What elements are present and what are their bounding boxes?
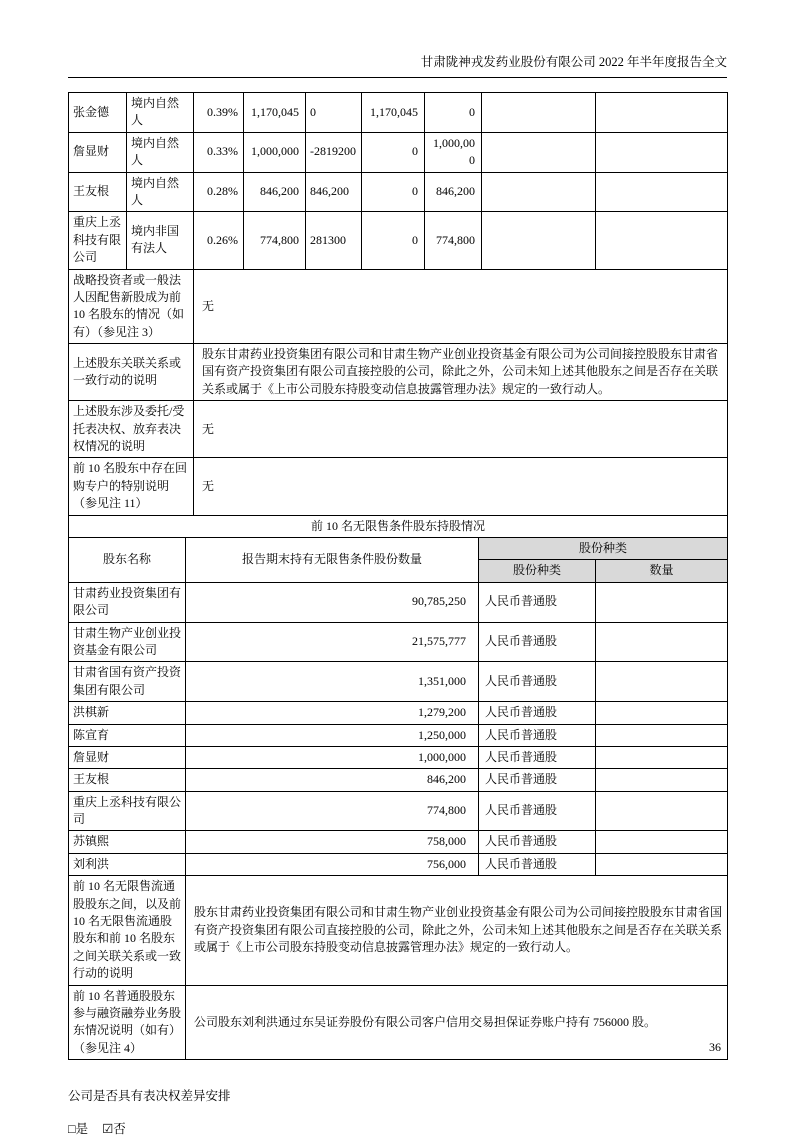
- share-class-quantity: [596, 791, 728, 831]
- pledge-status: [482, 172, 596, 212]
- shareholder-nature: 境内自然人: [127, 132, 194, 172]
- shareholder-name: 刘利洪: [69, 853, 186, 875]
- unrestricted-shares-count: 1,250,000: [186, 724, 479, 746]
- table-row: [69, 662, 728, 702]
- note-row: [69, 401, 728, 458]
- shareholder-name: 苏镇熙: [69, 831, 186, 853]
- checkbox-unchecked-icon: □: [68, 1122, 76, 1137]
- share-class: 人民币普通股: [479, 582, 596, 622]
- unrestricted-shares-count: 756,000: [186, 853, 479, 875]
- top10-unrestricted-shareholders-table: [68, 515, 728, 1061]
- unrestricted-shares: 846,200: [425, 172, 482, 212]
- share-class-quantity: [596, 724, 728, 746]
- shareholder-name: 甘肃药业投资集团有限公司: [69, 582, 186, 622]
- table-row: [69, 172, 728, 212]
- table-row: [69, 724, 728, 746]
- share-class: 人民币普通股: [479, 746, 596, 768]
- note-row: [69, 344, 728, 401]
- header-unrestricted-shares: 报告期末持有无限售条件股份数量: [186, 537, 479, 582]
- pledge-status: [482, 212, 596, 269]
- share-class-quantity: [596, 662, 728, 702]
- table-row: [69, 582, 728, 622]
- voting-difference-options: [68, 1119, 727, 1137]
- shareholder-name: 王友根: [69, 769, 186, 791]
- option-yes-label: 是: [75, 1122, 89, 1137]
- unrestricted-shares-count: 21,575,777: [186, 622, 479, 662]
- share-class-quantity: [596, 769, 728, 791]
- note-row: [69, 985, 728, 1060]
- restricted-shares: 1,170,045: [362, 93, 425, 133]
- shareholder-name: 詹显财: [69, 746, 186, 768]
- shareholder-name: 王友根: [69, 172, 127, 212]
- restricted-shares: 0: [362, 172, 425, 212]
- pledge-quantity: [596, 172, 728, 212]
- report-header-title: 甘肃陇神戎发药业股份有限公司 2022 年半年度报告全文: [68, 0, 727, 78]
- table-row: [69, 831, 728, 853]
- unrestricted-shares-count: 758,000: [186, 831, 479, 853]
- unrestricted-shares: 0: [425, 93, 482, 133]
- shareholder-name: 甘肃省国有资产投资集团有限公司: [69, 662, 186, 702]
- shareholder-name: 甘肃生物产业创业投资基金有限公司: [69, 622, 186, 662]
- period-change: 846,200: [306, 172, 362, 212]
- shareholder-nature: 境内自然人: [127, 93, 194, 133]
- share-class: 人民币普通股: [479, 702, 596, 724]
- table-row: [69, 853, 728, 875]
- table-header-row: [69, 537, 728, 559]
- repurchase-account-note-value: 无: [194, 458, 728, 515]
- header-shareholder-name: 股东名称: [69, 537, 186, 582]
- shareholding-ratio: 0.33%: [194, 132, 244, 172]
- pledge-quantity: [596, 93, 728, 133]
- checkbox-checked-icon: ☑: [102, 1122, 114, 1137]
- share-class: 人民币普通股: [479, 622, 596, 662]
- strategic-investor-note-label: 战略投资者或一般法人因配售新股成为前 10 名股东的情况（如有）（参见注 3）: [69, 269, 194, 344]
- pledge-quantity: [596, 132, 728, 172]
- unrestricted-shares-count: 1,279,200: [186, 702, 479, 724]
- unrestricted-shares-count: 774,800: [186, 791, 479, 831]
- option-yes: [68, 1122, 88, 1136]
- shareholder-name: 张金德: [69, 93, 127, 133]
- margin-trading-note-label: 前 10 名普通股股东参与融资融券业务股东情况说明（如有）（参见注 4）: [69, 985, 186, 1060]
- share-class: 人民币普通股: [479, 791, 596, 831]
- shareholder-name: 重庆上丞科技有限公司: [69, 212, 127, 269]
- shareholder-nature: 境内非国有法人: [127, 212, 194, 269]
- share-class: 人民币普通股: [479, 853, 596, 875]
- shareholder-nature: 境内自然人: [127, 172, 194, 212]
- shares-held: 846,200: [244, 172, 306, 212]
- table-row: [69, 622, 728, 662]
- pledge-quantity: [596, 212, 728, 269]
- table-row: [69, 132, 728, 172]
- voting-difference-question: 公司是否具有表决权差异安排: [68, 1089, 231, 1104]
- section-title: 前 10 名无限售条件股东持股情况: [69, 515, 728, 537]
- shares-held: 1,000,000: [244, 132, 306, 172]
- share-class-quantity: [596, 622, 728, 662]
- option-no: [102, 1122, 126, 1136]
- pledge-status: [482, 132, 596, 172]
- voting-entrustment-note-value: 无: [194, 401, 728, 458]
- shareholding-ratio: 0.39%: [194, 93, 244, 133]
- share-class: 人民币普通股: [479, 724, 596, 746]
- option-no-label: 否: [113, 1122, 126, 1137]
- table-row: [69, 746, 728, 768]
- shareholder-name: 重庆上丞科技有限公司: [69, 791, 186, 831]
- shareholder-name: 陈宣育: [69, 724, 186, 746]
- table-row: [69, 93, 728, 133]
- shares-held: 774,800: [244, 212, 306, 269]
- unrestricted-shares-count: 1,351,000: [186, 662, 479, 702]
- note-row: [69, 458, 728, 515]
- share-class-quantity: [596, 702, 728, 724]
- top10-shareholders-table: [68, 92, 728, 516]
- shareholder-name: 洪棋新: [69, 702, 186, 724]
- period-change: -2819200: [306, 132, 362, 172]
- page-number: 36: [709, 1040, 721, 1054]
- header-share-class-group: 股份种类: [479, 537, 728, 559]
- margin-trading-note-value: 公司股东刘利洪通过东吴证券股份有限公司客户信用交易担保证券账户持有 756000 股。: [186, 985, 728, 1060]
- shareholding-ratio: 0.26%: [194, 212, 244, 269]
- table-row: [69, 769, 728, 791]
- related-relationship-note-value: 股东甘肃药业投资集团有限公司和甘肃生物产业创业投资基金有限公司为公司间接控股股东甘肃省国有资产投资集团有限公司直接控股的公司，除此之外，公司未知上述其他股东之间是否存在关联关系或属于《上市公司股东持股变动信息披露管理办法》规定的一致行动人。: [194, 344, 728, 401]
- unrestricted-shares-count: 846,200: [186, 769, 479, 791]
- note-row: [69, 269, 728, 344]
- unrestricted-shares-count: 1,000,000: [186, 746, 479, 768]
- report-content: [68, 92, 727, 1060]
- share-class: 人民币普通股: [479, 662, 596, 702]
- note-row: [69, 876, 728, 985]
- table-row: [69, 702, 728, 724]
- voting-difference-section: [68, 1086, 727, 1137]
- unrestricted-shares: 774,800: [425, 212, 482, 269]
- share-class: 人民币普通股: [479, 769, 596, 791]
- period-change: 281300: [306, 212, 362, 269]
- pledge-status: [482, 93, 596, 133]
- restricted-shares: 0: [362, 132, 425, 172]
- share-class-quantity: [596, 746, 728, 768]
- shareholding-ratio: 0.28%: [194, 172, 244, 212]
- share-class-quantity: [596, 582, 728, 622]
- voting-entrustment-note-label: 上述股东涉及委托/受托表决权、放弃表决权情况的说明: [69, 401, 194, 458]
- unrestricted-shares: 1,000,000: [425, 132, 482, 172]
- restricted-shares: 0: [362, 212, 425, 269]
- strategic-investor-note-value: 无: [194, 269, 728, 344]
- table-row: [69, 791, 728, 831]
- unrestricted-relationship-note-label: 前 10 名无限售流通股股东之间，以及前 10 名无限售流通股股东和前 10 名股东之间关联关系或一致行动的说明: [69, 876, 186, 985]
- header-quantity: 数量: [596, 560, 728, 582]
- header-share-class: 股份种类: [479, 560, 596, 582]
- share-class-quantity: [596, 853, 728, 875]
- table-row: [69, 212, 728, 269]
- share-class: 人民币普通股: [479, 831, 596, 853]
- unrestricted-relationship-note-value: 股东甘肃药业投资集团有限公司和甘肃生物产业创业投资基金有限公司为公司间接控股股东甘肃省国有资产投资集团有限公司直接控股的公司，除此之外，公司未知上述其他股东之间是否存在关联关系或属于《上市公司股东持股变动信息披露管理办法》规定的一致行动人。: [186, 876, 728, 985]
- unrestricted-shares-count: 90,785,250: [186, 582, 479, 622]
- share-class-quantity: [596, 831, 728, 853]
- shares-held: 1,170,045: [244, 93, 306, 133]
- shareholder-name: 詹显财: [69, 132, 127, 172]
- related-relationship-note-label: 上述股东关联关系或一致行动的说明: [69, 344, 194, 401]
- period-change: 0: [306, 93, 362, 133]
- repurchase-account-note-label: 前 10 名股东中存在回购专户的特别说明（参见注 11）: [69, 458, 194, 515]
- section-title-row: [69, 515, 728, 537]
